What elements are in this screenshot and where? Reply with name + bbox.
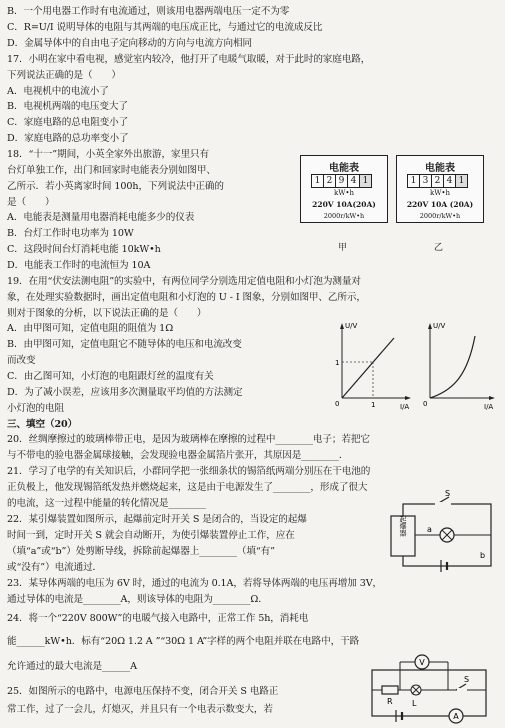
q19-option-d: D．为了减小误差，应该用多次测量取平均值的方法测定 <box>7 387 243 398</box>
q19-stem-cont: 则对于图象的分析，以下说法正确的是（ ） <box>7 308 207 319</box>
meter-digit: 3 <box>420 175 432 187</box>
energy-meter-yi <box>396 155 484 223</box>
q18-option-d: D．电能表工作时的电流恒为 10A <box>7 260 151 271</box>
meter-digit: 1 <box>312 175 324 187</box>
q19-option-d-cont: 小灯泡的电阻 <box>7 403 64 414</box>
q18-stem-cont: 台灯单独工作，出门和回家时电能表分别如图甲、 <box>7 165 216 176</box>
q25-circuit-diagram <box>360 652 500 726</box>
meter-digit: 4 <box>444 175 456 187</box>
q17-stem-cont: 下列说法正确的是（ ） <box>7 70 121 81</box>
ui-line <box>342 338 394 398</box>
y-axis-label: U/V <box>345 322 358 330</box>
q21-stem-cont: 的电流，这一过程中能量的转化情况是________ <box>7 498 206 509</box>
q18-stem-cont: 是（ ） <box>7 197 55 208</box>
meter-digit: 9 <box>336 175 348 187</box>
q19-option-b: B．由甲图可知，定值电阻它不随导体的电压和电流改变 <box>7 339 242 350</box>
meter-digit: 4 <box>348 175 360 187</box>
switch-label: S <box>464 675 470 684</box>
q17-option-b: B．电视机两端的电压变大了 <box>7 101 128 112</box>
q23-stem: 23．某导体两端的电压为 6V 时，通过的电流为 0.1A，若将导体两端的电压再增加 3V， <box>7 578 383 589</box>
q22-stem-cont: 时间一到，定时开关 S 就会自动断开，为使引爆装置停止工作，应在 <box>7 530 295 541</box>
q17-option-a: A．电视机中的电流小了 <box>7 86 109 97</box>
q19-stem-cont: 象，在处理实验数据时，画出定值电阻和小灯泡的 U - I 图象，分别如图甲、乙所示， <box>7 292 366 303</box>
switch-label: S <box>445 490 451 498</box>
q19-stem: 19．在用“伏安法测电阻”的实验中，有两位同学分别选用定值电阻和小灯泡为测量对 <box>7 276 361 287</box>
q18-stem: 18．“十一”期间，小英全家外出旅游，家里只有 <box>7 149 209 160</box>
q17-option-c: C．家庭电路的总电阻变小了 <box>7 117 129 128</box>
q17-stem: 17．小明在家中看电视，感觉室内较冷，他打开了电暖气取暖，对于此时的家庭电路， <box>7 54 371 65</box>
q25-stem: 25．如图所示的电路中，电源电压保持不变，闭合开关 S 电路正 <box>7 686 279 697</box>
q18-option-a: A．电能表是测量用电器消耗电能多少的仪表 <box>7 212 195 223</box>
q25-stem-cont: 常工作，过了一会儿，灯熄灭，并且只有一个电表示数变大，若 <box>7 704 273 715</box>
q18-option-c: C．这段时间台灯消耗电能 10kW•h <box>7 244 161 255</box>
lamp-label: L <box>412 699 417 708</box>
q22-circuit-diagram <box>385 490 500 582</box>
q22-stem-cont: （填“a”或“b”）处剪断导线，拆除前起爆器上________（填“有” <box>7 546 275 557</box>
q19-option-a: A．由甲图可知，定值电阻的阻值为 1Ω <box>7 323 174 334</box>
meter-unit: kW•h <box>333 189 355 197</box>
q20-stem: 20．丝绸摩擦过的玻璃棒带正电，是因为玻璃棒在摩擦的过程中________电子；若把它 <box>7 434 370 445</box>
detonator-label: 起爆器 <box>399 515 407 537</box>
graph-yi <box>423 322 495 411</box>
meter-rev: 2000r/kW•h <box>419 212 461 220</box>
q18-option-b: B．台灯工作时电功率为 10W <box>7 228 134 239</box>
meter-digits <box>407 174 468 188</box>
q17-option-d: D．家庭电路的总功率变小了 <box>7 133 129 144</box>
x-axis-label: I/A <box>400 403 410 411</box>
switch-gap <box>435 502 451 506</box>
origin-label: 0 <box>423 400 428 408</box>
energy-meter-jia <box>300 155 388 223</box>
meter-spec: 220V 10A(20A) <box>312 200 376 209</box>
q16-option-d: D．金属导体中的自由电子定向移动的方向与电流方向相同 <box>7 38 252 49</box>
q22-stem: 22．某引爆装置如图所示，起爆前定时开关 S 是闭合的，当设定的起爆 <box>7 514 307 525</box>
q16-option-b: B．一个用电器工作时有电流通过，则该用电器两端电压一定不为零 <box>7 6 290 17</box>
meter-digit: 1 <box>408 175 420 187</box>
origin-label: 0 <box>335 400 340 408</box>
y-arrow <box>428 323 432 329</box>
resistor-icon <box>382 686 398 694</box>
q19-ui-graphs <box>330 318 500 414</box>
ui-curve <box>430 336 475 398</box>
q21-stem-cont: 正负极上，他发现锡箔纸发热并燃烧起来，这是由于电源发生了________，形成了很大 <box>7 482 368 493</box>
q18-stem-cont: 乙所示．若小英离家时间 100h，下列说法中正确的 <box>7 181 224 192</box>
point-a-label: a <box>427 525 432 534</box>
graph-jia <box>335 322 411 411</box>
meter-digit: 1 <box>360 175 371 187</box>
meter-caption-jia: 甲 <box>338 243 348 253</box>
meter-title: 电能表 <box>329 163 359 174</box>
y-axis-label: U/V <box>433 322 446 330</box>
section-heading: 三、填空（20） <box>7 419 78 430</box>
q16-option-c: C．R=U/I 说明导体的电阻与其两端的电压成正比，与通过它的电流成反比 <box>7 22 323 33</box>
q19-option-b-cont: 而改变 <box>7 355 36 366</box>
point-b-label: b <box>480 551 486 560</box>
ammeter-label: A <box>453 712 459 721</box>
q24-stem: 24．将一个“220V 800W”的电暖气接入电路中，正常工作 5h，消耗电 <box>7 613 309 624</box>
q19-option-c: C．由乙图可知，小灯泡的电阻跟灯丝的温度有关 <box>7 371 214 382</box>
x-arrow <box>489 396 495 400</box>
y-tick-label: 1 <box>335 359 340 367</box>
q24-stem-cont: 能______kW•h．标有“20Ω 1.2 A ”“30Ω 1 A”字样的两个电阻并联在电路中，干路 <box>7 636 360 647</box>
meter-digits <box>311 174 372 188</box>
meter-digit: 1 <box>456 175 467 187</box>
meter-spec: 220V 10A (20A) <box>406 200 474 209</box>
q24-stem-cont: 允许通过的最大电流是______A <box>7 661 137 672</box>
meter-rev: 2000r/kW•h <box>323 212 365 220</box>
meter-title: 电能表 <box>425 163 455 174</box>
y-arrow <box>340 323 344 329</box>
q21-stem: 21．学习了电学的有关知识后，小群同学把一张细条状的锡箔纸两端分别压在干电池的 <box>7 466 371 477</box>
q20-stem-cont: 与不带电的验电器金属球接触，会发现验电器金属箔片张开，其原因是________． <box>7 450 349 461</box>
meter-caption-yi: 乙 <box>434 243 444 253</box>
x-axis-label: I/A <box>484 403 494 411</box>
resistor-label: R <box>387 697 393 706</box>
meter-digit: 2 <box>432 175 444 187</box>
meter-digit: 2 <box>324 175 336 187</box>
x-arrow <box>405 396 411 400</box>
voltmeter-label: V <box>419 658 425 667</box>
meter-unit: kW•h <box>429 189 451 197</box>
switch-gap <box>457 688 467 692</box>
q23-stem-cont: 通过导体的电流是________A，则该导体的电阻为________Ω． <box>7 594 268 605</box>
q22-stem-cont: 或“没有”）电流通过． <box>7 562 103 573</box>
x-tick-label: 1 <box>371 401 376 409</box>
